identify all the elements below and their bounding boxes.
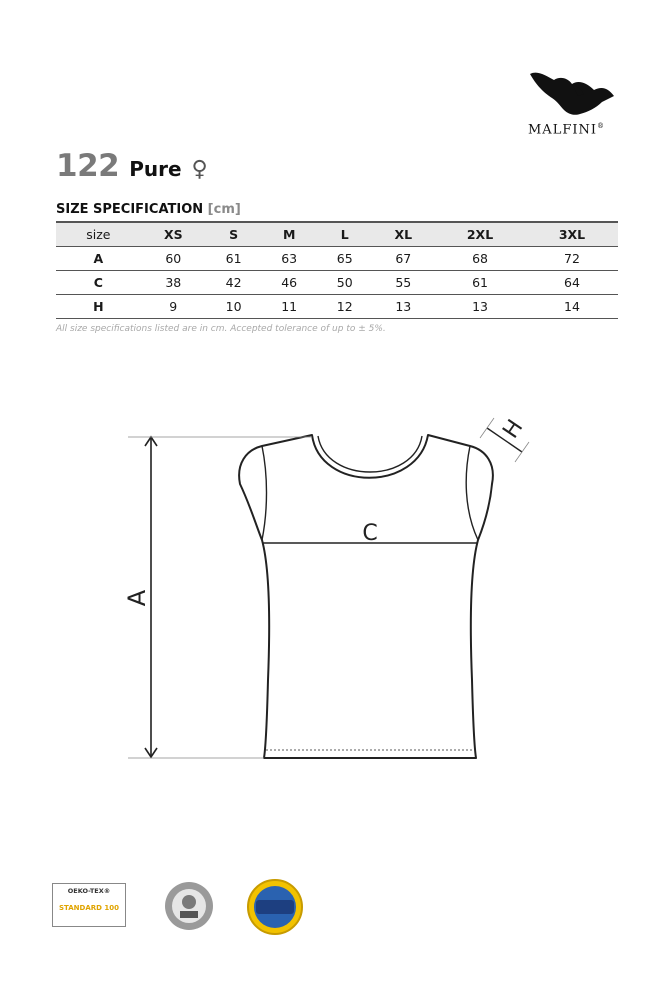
column-header: L <box>340 227 349 242</box>
table-cell: 61 <box>225 251 242 266</box>
column-header: 2XL <box>466 227 494 242</box>
table-row <box>56 247 618 271</box>
table-row <box>56 295 618 319</box>
table-cell: 72 <box>564 251 580 266</box>
label-c: C <box>362 521 378 546</box>
label-a: A <box>123 589 151 607</box>
female-symbol-icon: ♀ <box>191 157 208 182</box>
label-h: H <box>498 415 529 444</box>
table-cell: 55 <box>395 275 412 290</box>
bsci-badge-icon <box>163 880 215 932</box>
table-cell: 46 <box>281 275 298 290</box>
table-cell: 11 <box>281 299 298 314</box>
table-cell: 13 <box>395 299 412 314</box>
table-cell: 63 <box>281 251 298 266</box>
table-cell: 50 <box>336 275 353 290</box>
product-code: 122 <box>56 148 120 184</box>
certification-badges <box>52 878 322 938</box>
oeko-tex-badge: OEKO-TEX® STANDARD 100 <box>52 883 126 927</box>
table-cell: 10 <box>225 299 242 314</box>
measurement-lines <box>128 418 529 758</box>
wrap-badge-icon <box>246 878 304 936</box>
table-cell: 61 <box>472 275 488 290</box>
tolerance-note: All size specifications listed are in cm. Accepted tolerance of up to ± 5%. <box>56 324 386 334</box>
row-label: H <box>93 299 104 314</box>
column-header: size <box>86 227 111 242</box>
column-header: XS <box>163 227 183 242</box>
size-table <box>56 221 618 319</box>
table-cell: 64 <box>564 275 580 290</box>
tshirt-outline-icon <box>239 435 493 758</box>
table-cell: 13 <box>472 299 488 314</box>
table-cell: 14 <box>564 299 580 314</box>
table-cell: 38 <box>165 275 182 290</box>
brand-wordmark: MALFINI® <box>528 122 605 138</box>
spec-heading: SIZE SPECIFICATION [cm] <box>56 202 241 217</box>
size-table-header <box>56 222 618 247</box>
table-cell: 9 <box>169 299 178 314</box>
column-header: M <box>282 227 296 242</box>
column-header: XL <box>394 227 413 242</box>
tshirt-measurement-diagram <box>0 380 667 800</box>
product-name: Pure <box>129 157 182 181</box>
row-label: C <box>93 275 103 290</box>
table-cell: 60 <box>165 251 182 266</box>
product-title <box>56 148 208 184</box>
table-row <box>56 271 618 295</box>
column-header: S <box>229 227 239 242</box>
table-cell: 65 <box>336 251 353 266</box>
column-header: 3XL <box>558 227 586 242</box>
table-cell: 42 <box>225 275 242 290</box>
table-cell: 68 <box>472 251 488 266</box>
row-label: A <box>93 251 104 266</box>
table-cell: 12 <box>336 299 353 314</box>
table-cell: 67 <box>395 251 412 266</box>
